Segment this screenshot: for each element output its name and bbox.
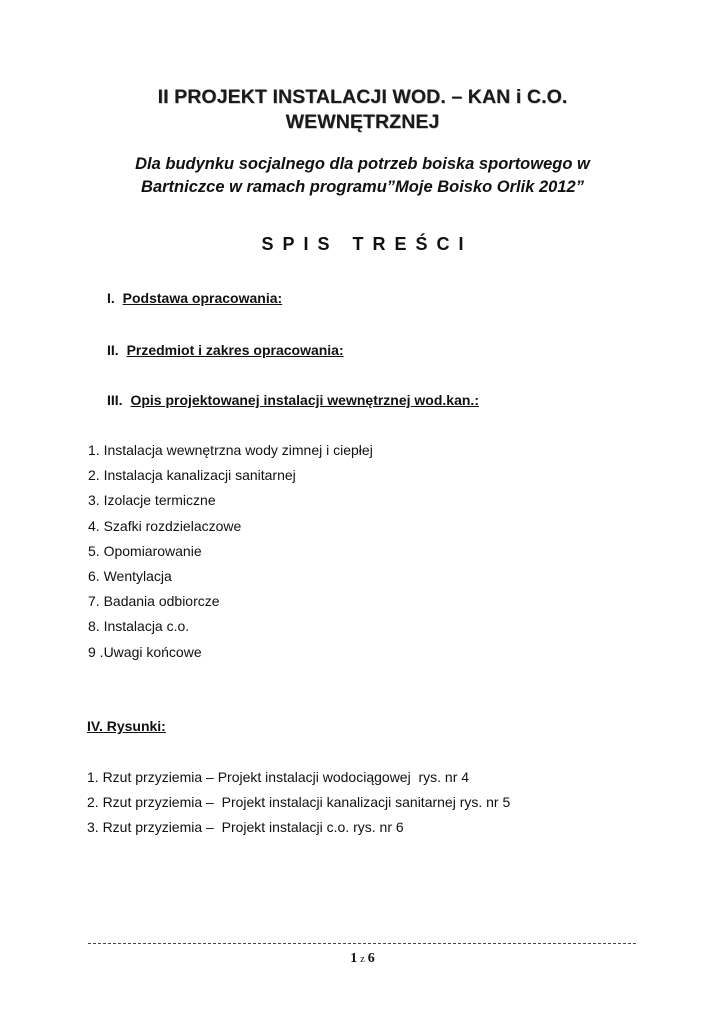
toc-section-label: Przedmiot i zakres opracowania: bbox=[126, 342, 344, 358]
toc-list-item: 2. Instalacja kanalizacji sanitarnej bbox=[88, 467, 296, 484]
toc-list-item: 5. Opomiarowanie bbox=[88, 542, 202, 559]
toc-section-label: Podstawa opracowania: bbox=[122, 290, 283, 306]
toc-list-item: 3. Izolacje termiczne bbox=[88, 492, 216, 509]
toc-section-number: III. bbox=[107, 392, 123, 408]
document-subtitle-line-1: Dla budynku socjalnego dla potrzeb boiska sportowego w bbox=[135, 155, 590, 173]
page-separator: z bbox=[360, 954, 365, 965]
drawing-list-item: 1. Rzut przyziemia – Projekt instalacji wodociągowej rys. nr 4 bbox=[87, 769, 470, 785]
toc-item-list bbox=[88, 441, 373, 668]
toc-list-item: 4. Szafki rozdzielaczowe bbox=[88, 517, 242, 534]
document-title-line-1: II PROJEKT INSTALACJI WOD. – KAN i C.O. bbox=[157, 86, 568, 108]
document-subtitle-line-2: Bartniczce w ramach programu”Moje Boisko Orlik 2012” bbox=[141, 178, 584, 196]
toc-list-item: 8. Instalacja c.o. bbox=[88, 618, 190, 635]
toc-section-number: II. bbox=[107, 342, 119, 358]
drawing-list-item: 2. Rzut przyziemia – Projekt instalacji kanalizacji sanitarnej rys. nr 5 bbox=[87, 794, 511, 811]
footer-divider bbox=[88, 943, 636, 944]
toc-section-3 bbox=[107, 392, 479, 408]
toc-list-item: 7. Badania odbiorcze bbox=[88, 593, 220, 610]
toc-section-1 bbox=[107, 290, 282, 306]
drawings-list bbox=[87, 768, 510, 844]
toc-section-2 bbox=[107, 342, 344, 358]
toc-list-item: 1. Instalacja wewnętrzna wody zimnej i ciepłej bbox=[88, 442, 373, 458]
page-current: 1 bbox=[350, 951, 358, 966]
toc-heading: SPIS TREŚCI bbox=[261, 234, 473, 254]
toc-section-number: I. bbox=[107, 290, 115, 306]
toc-list-item: 9 .Uwagi końcowe bbox=[88, 643, 202, 660]
drawings-heading: IV. Rysunki: bbox=[87, 718, 166, 734]
page-total: 6 bbox=[367, 951, 375, 966]
document-title-line-2: WEWNĘTRZNEJ bbox=[285, 111, 440, 133]
drawing-list-item: 3. Rzut przyziemia – Projekt instalacji c.o. rys. nr 6 bbox=[87, 819, 404, 836]
page-number bbox=[0, 951, 725, 967]
toc-section-label: Opis projektowanej instalacji wewnętrznej wod.kan.: bbox=[130, 392, 479, 408]
toc-list-item: 6. Wentylacja bbox=[88, 567, 172, 584]
